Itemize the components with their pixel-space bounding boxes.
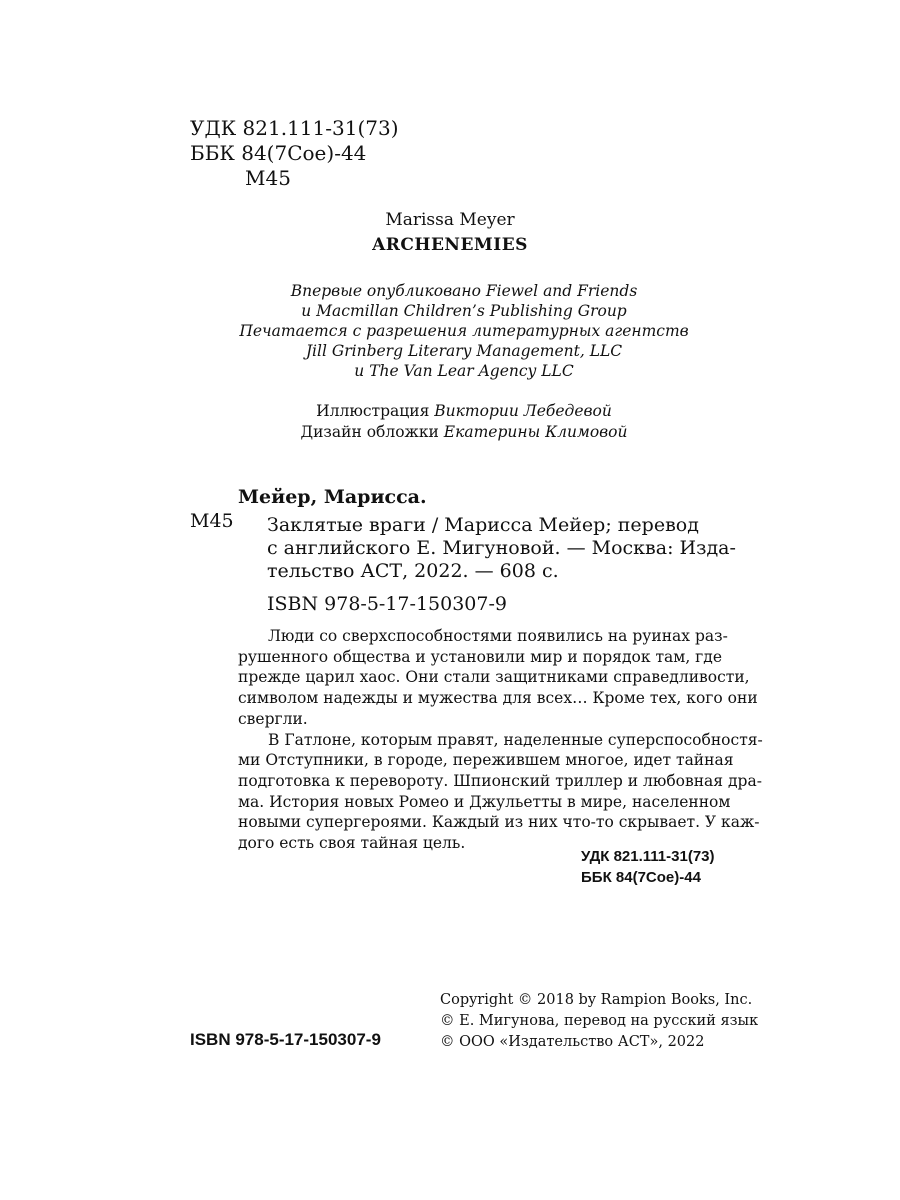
catalog-body — [267, 514, 736, 583]
annotation-line: подготовка к перевороту. Шпионский триллер и любовная дра- — [238, 771, 762, 790]
catalog-author-mark: М45 — [190, 510, 234, 532]
annotation-line: В Гатлоне, которым правят, наделенные суперспособностя- — [268, 730, 763, 749]
annotation-line: символом надежды и мужества для всех… Кроме тех, кого они — [238, 689, 758, 708]
cover-name: Екатерины Климовой — [443, 423, 628, 441]
cover-label: Дизайн обложки — [300, 423, 439, 441]
catalog-line: Заклятые враги / Марисса Мейер; перевод — [267, 514, 699, 536]
catalog-isbn: ISBN 978-5-17-150307-9 — [267, 593, 507, 615]
catalog-line: тельство АСТ, 2022. — 608 с. — [267, 560, 559, 582]
illustration-name: Виктории Лебедевой — [434, 402, 612, 420]
annotation-paragraph-1 — [238, 626, 763, 730]
annotation — [238, 626, 763, 854]
catalog-heading: Мейер, Марисса. — [238, 486, 427, 508]
bbk-code: ББК 84(7Сое)-44 — [190, 141, 367, 165]
catalog-line: с английского Е. Мигуновой. — Москва: Изда- — [267, 537, 736, 559]
illustration-credit — [0, 401, 900, 422]
annotation-line: рушенного общества и установили мир и порядок там, где — [238, 647, 723, 666]
copyright-line: © ООО «Издательство АСТ», 2022 — [440, 1034, 705, 1050]
codes-right — [581, 846, 715, 888]
illustration-label: Иллюстрация — [316, 402, 430, 420]
annotation-line: ми Отступники, в городе, пережившем многое, идет тайная — [238, 751, 734, 770]
isbn-footer: ISBN 978-5-17-150307-9 — [190, 1030, 381, 1049]
annotation-line: дого есть своя тайная цель. — [238, 834, 466, 853]
original-author: Marissa Meyer — [385, 210, 515, 230]
publication-note — [0, 281, 900, 381]
credits — [0, 401, 900, 443]
udk-code: УДК 821.111-31(73) — [190, 116, 399, 140]
cover-credit — [0, 422, 900, 443]
author-mark-top: М45 — [245, 166, 291, 190]
annotation-line: ма. История новых Ромео и Джульетты в мире, населенном — [238, 792, 731, 811]
publication-note-line: и Macmillan Children’s Publishing Group — [301, 302, 627, 320]
bbk-code-right: ББК 84(7Сое)-44 — [581, 869, 701, 886]
publication-note-line: Печатается с разрешения литературных агентств — [239, 322, 689, 340]
publication-note-line: Jill Grinberg Literary Management, LLC — [305, 342, 623, 360]
annotation-line: новыми супергероями. Каждый из них что-то скрывает. У каж- — [238, 813, 760, 832]
publication-note-line: Впервые опубликовано Fiewel and Friends — [290, 282, 638, 300]
copyright-block — [440, 990, 758, 1053]
publication-note-line: и The Van Lear Agency LLC — [354, 362, 574, 380]
udk-code-right: УДК 821.111-31(73) — [581, 848, 715, 865]
annotation-line: свергли. — [238, 709, 308, 728]
annotation-paragraph-2 — [238, 730, 763, 854]
original-title: ARCHENEMIES — [372, 235, 528, 255]
annotation-line: прежде царил хаос. Они стали защитниками справедливости, — [238, 668, 750, 687]
copyright-line: Copyright © 2018 by Rampion Books, Inc. — [440, 992, 753, 1008]
annotation-line: Люди со сверхспособностями появились на руинах раз- — [268, 627, 728, 645]
copyright-line: © Е. Мигунова, перевод на русский язык — [440, 1013, 759, 1029]
